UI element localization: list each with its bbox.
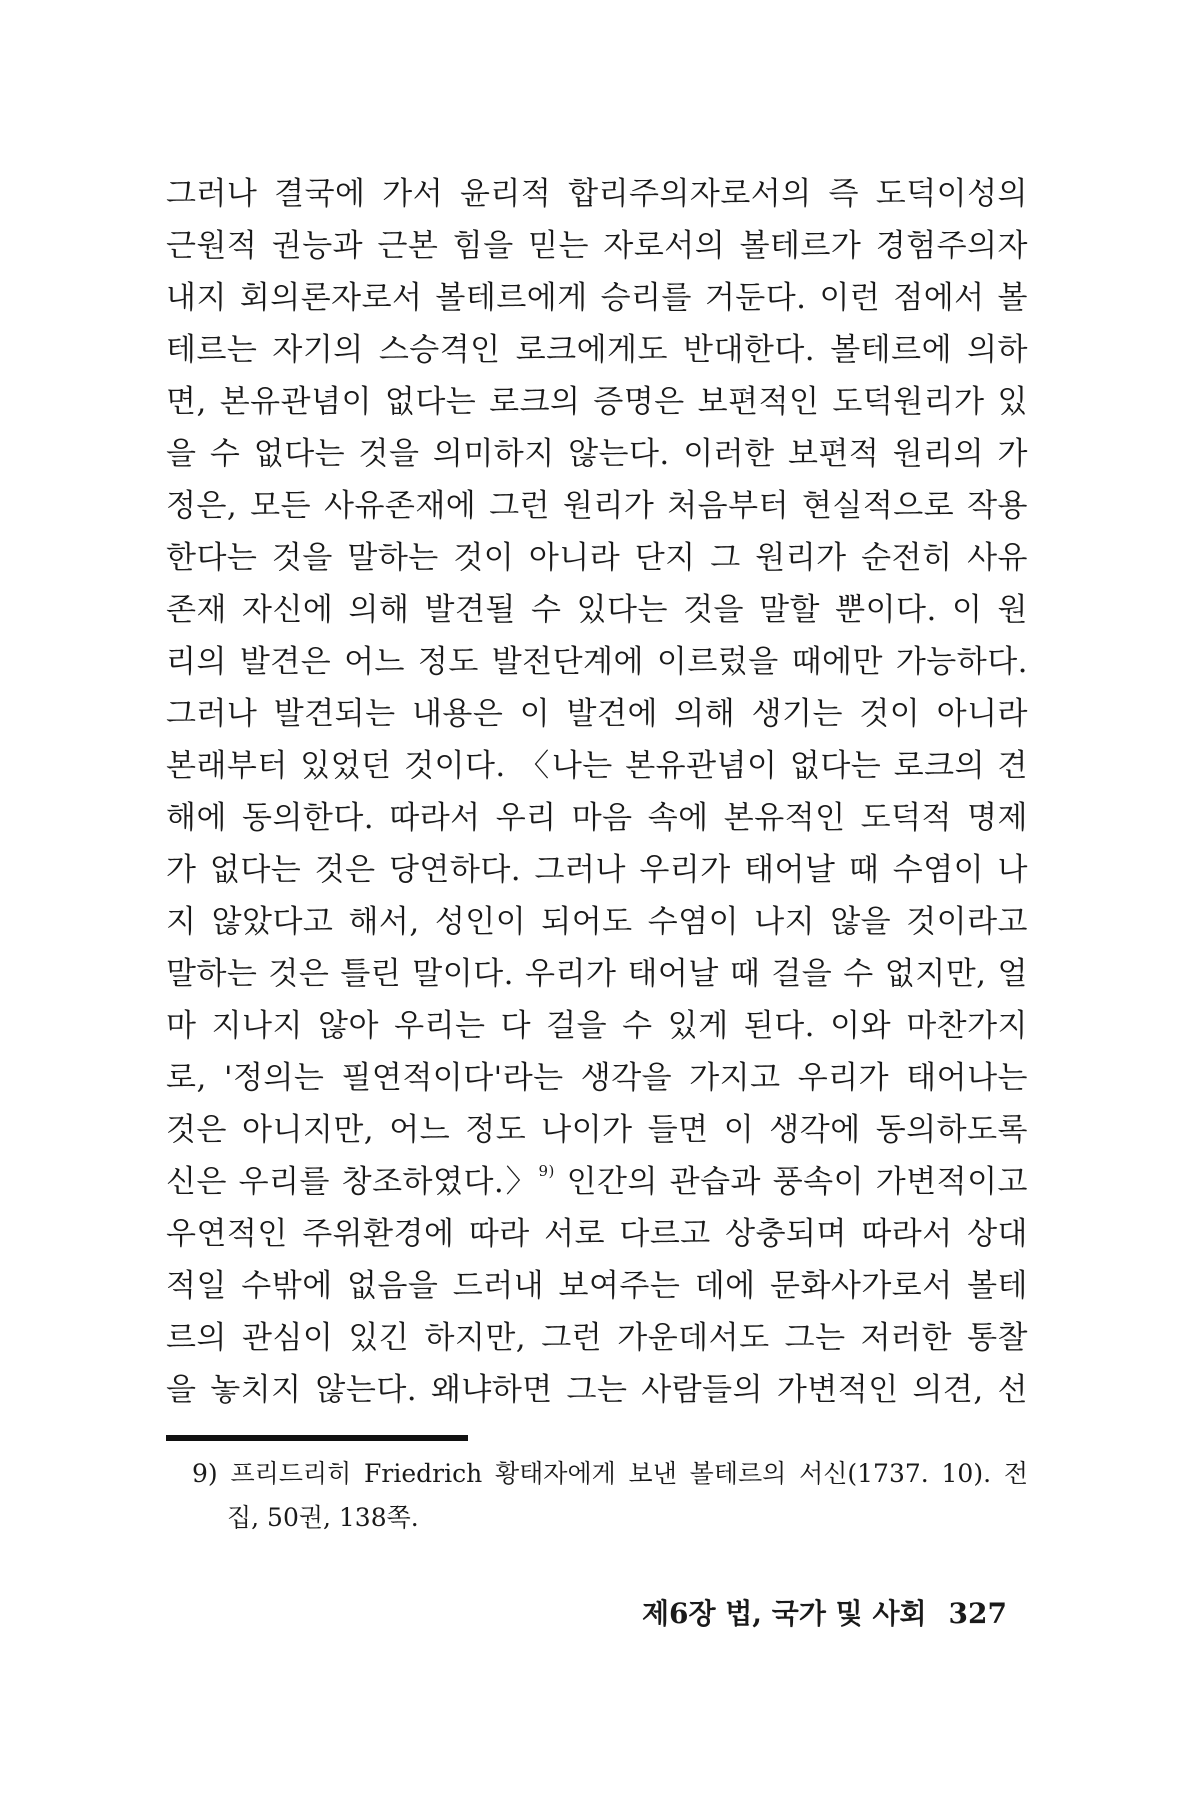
body-line: 근원적 권능과 근본 힘을 믿는 자로서의 볼테르가 경험주의자 [166,228,1028,264]
footnote [192,1452,1028,1540]
line-text-after-ref: 인간의 관습과 풍속이 가변적이고 [554,1164,1028,1200]
body-line: 가 없다는 것은 당연하다. 그러나 우리가 태어날 때 수염이 나 [166,852,1028,888]
footnote-reference[interactable]: 9) [538,1162,555,1180]
body-line: 본래부터 있었던 것이다. 〈나는 본유관념이 없다는 로크의 견 [166,748,1028,784]
body-line: 것은 아니지만, 어느 정도 나이가 들면 이 생각에 동의하도록 [166,1112,1028,1148]
running-footer [642,1594,1007,1634]
page-number: 327 [948,1597,1007,1630]
line-text-before-ref: 신은 우리를 창조하였다.〉 [166,1164,539,1200]
body-line: 지 않았다고 해서, 성인이 되어도 수염이 나지 않을 것이라고 [166,904,1028,940]
body-line: 말하는 것은 틀린 말이다. 우리가 태어날 때 걸을 수 없지만, 얼 [166,956,1028,992]
body-line: 그러나 결국에 가서 윤리적 합리주의자로서의 즉 도덕이성의 [166,176,1028,212]
body-line-with-footnote-ref [166,1156,1028,1208]
footnote-line: 집, 50권, 138쪽. [227,1503,419,1532]
body-line: 을 놓치지 않는다. 왜냐하면 그는 사람들의 가변적인 의견, 선 [166,1372,1028,1408]
body-line: 면, 본유관념이 없다는 로크의 증명은 보편적인 도덕원리가 있 [166,384,1028,420]
body-text [166,168,1028,1416]
body-line: 해에 동의한다. 따라서 우리 마음 속에 본유적인 도덕적 명제 [166,800,1028,836]
body-line: 로, '정의는 필연적이다'라는 생각을 가지고 우리가 태어나는 [166,1060,1028,1096]
footnote-line: 9) 프리드리히 Friedrich 황태자에게 보낸 볼테르의 서신(1737. 10). 전 [192,1459,1028,1488]
body-line: 적일 수밖에 없음을 드러내 보여주는 데에 문화사가로서 볼테 [166,1268,1028,1304]
body-line: 리의 발견은 어느 정도 발전단계에 이르렀을 때에만 가능하다. [166,644,1028,680]
body-line: 을 수 없다는 것을 의미하지 않는다. 이러한 보편적 원리의 가 [166,436,1028,472]
chapter-title: 제6장 법, 국가 및 사회 [641,1597,927,1630]
body-line: 한다는 것을 말하는 것이 아니라 단지 그 원리가 순전히 사유 [166,540,1028,576]
footnote-divider [166,1435,468,1441]
body-line: 정은, 모든 사유존재에 그런 원리가 처음부터 현실적으로 작용 [166,488,1028,524]
body-line: 우연적인 주위환경에 따라 서로 다르고 상충되며 따라서 상대 [166,1216,1028,1252]
body-line: 그러나 발견되는 내용은 이 발견에 의해 생기는 것이 아니라 [166,696,1028,732]
body-line: 마 지나지 않아 우리는 다 걸을 수 있게 된다. 이와 마찬가지 [166,1008,1028,1044]
body-line: 내지 회의론자로서 볼테르에게 승리를 거둔다. 이런 점에서 볼 [166,280,1028,316]
body-line: 존재 자신에 의해 발견될 수 있다는 것을 말할 뿐이다. 이 원 [166,592,1028,628]
body-line: 테르는 자기의 스승격인 로크에게도 반대한다. 볼테르에 의하 [166,332,1028,368]
body-line: 르의 관심이 있긴 하지만, 그런 가운데서도 그는 저러한 통찰 [166,1320,1028,1356]
